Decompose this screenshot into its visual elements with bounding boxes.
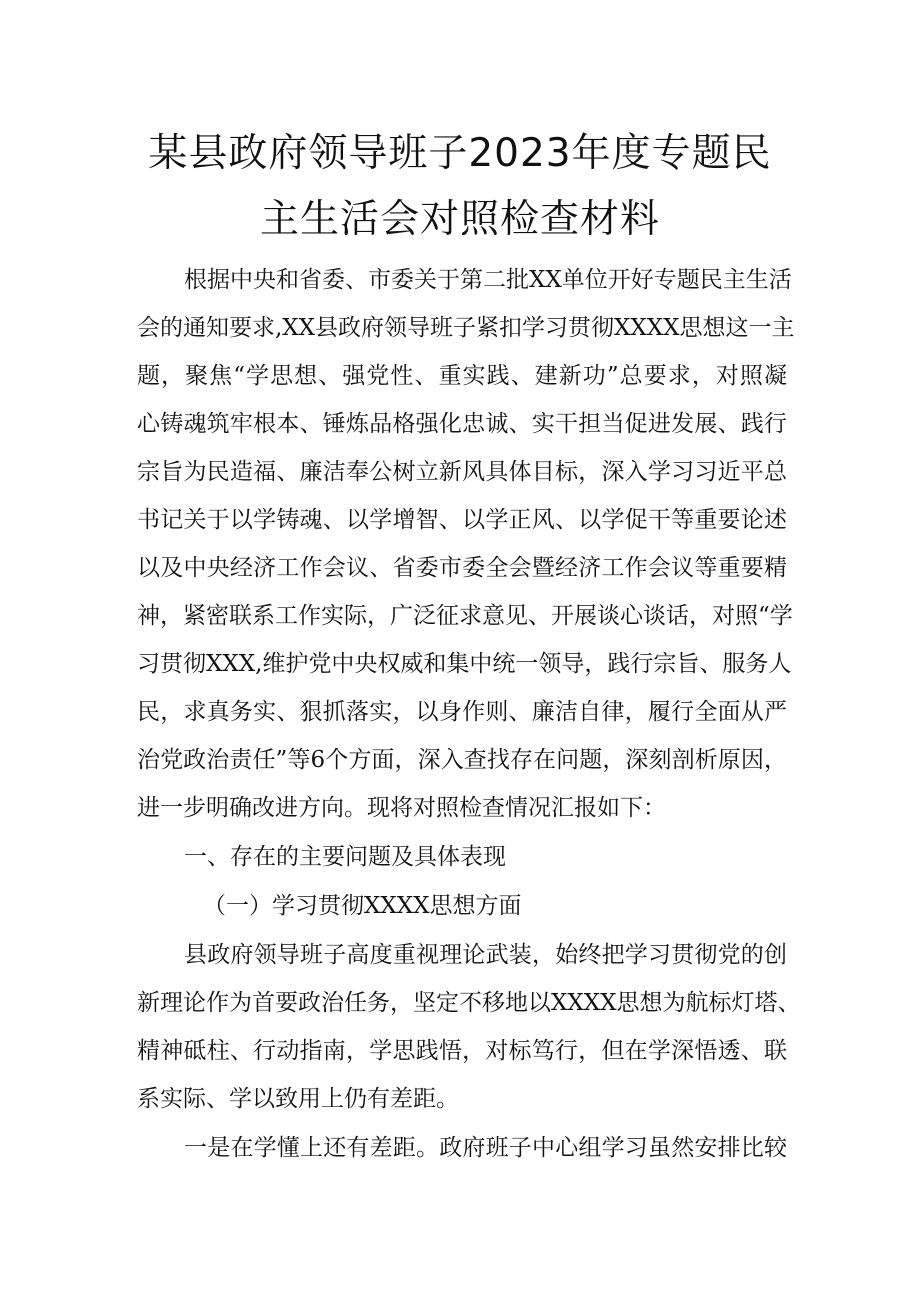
section-heading-2: （一）学习贯彻XXXX思想方面: [203, 893, 522, 919]
paragraph-1-line: 书记关于以学铸魂、以学增智、以学正风、以学促干等重要论述: [137, 507, 787, 533]
paragraph-1-line: 进一步明确改进方向。现将对照检查情况汇报如下：: [137, 795, 666, 821]
paragraph-1-line: 宗旨为民造福、廉洁奉公树立新风具体目标，深入学习习近平总: [137, 459, 787, 485]
document-title-line-2: 主生活会对照检查材料: [259, 197, 660, 242]
paragraph-1-line: 习贯彻XXX,维护党中央权威和集中统一领导，践行宗旨、服务人: [137, 651, 792, 677]
document-title-line-1: 某县政府领导班子2023年度专题民: [148, 131, 772, 176]
paragraph-1-line: 根据中央和省委、市委关于第二批XX单位开好专题民主生活: [184, 267, 792, 293]
paragraph-2-line: 系实际、学以致用上仍有差距。: [137, 1086, 459, 1112]
section-heading-1: 一、存在的主要问题及具体表现: [184, 844, 506, 870]
paragraph-2-line: 县政府领导班子高度重视理论武装，始终把学习贯彻党的创: [184, 942, 787, 968]
paragraph-2-line: 精神砥柱、行动指南，学思践悟，对标笃行，但在学深悟透、联: [137, 1038, 787, 1064]
paragraph-1-line: 会的通知要求,XX县政府领导班子紧扣学习贯彻XXXX思想这一主: [137, 315, 795, 341]
paragraph-2-line: 新理论作为首要政治任务，坚定不移地以XXXX思想为航标灯塔、: [137, 990, 801, 1016]
paragraph-1-line: 治党政治责任”等6个方面，深入查找存在问题，深刻剖析原因，: [137, 747, 787, 773]
paragraph-1-line: 民，求真务实、狠抓落实，以身作则、廉洁自律，履行全面从严: [137, 699, 787, 725]
paragraph-1-line: 心铸魂筑牢根本、锤炼品格强化忠诚、实干担当促进发展、践行: [137, 411, 787, 437]
paragraph-1-line: 题，聚焦“学思想、强党性、重实践、建新功”总要求，对照凝: [137, 363, 787, 389]
paragraph-1-line: 以及中央经济工作会议、省委市委全会暨经济工作会议等重要精: [137, 555, 787, 581]
paragraph-3-line: 一是在学懂上还有差距。政府班子中心组学习虽然安排比较: [184, 1135, 787, 1161]
paragraph-1-line: 神，紧密联系工作实际，广泛征求意见、开展谈心谈话，对照“学: [137, 603, 793, 629]
